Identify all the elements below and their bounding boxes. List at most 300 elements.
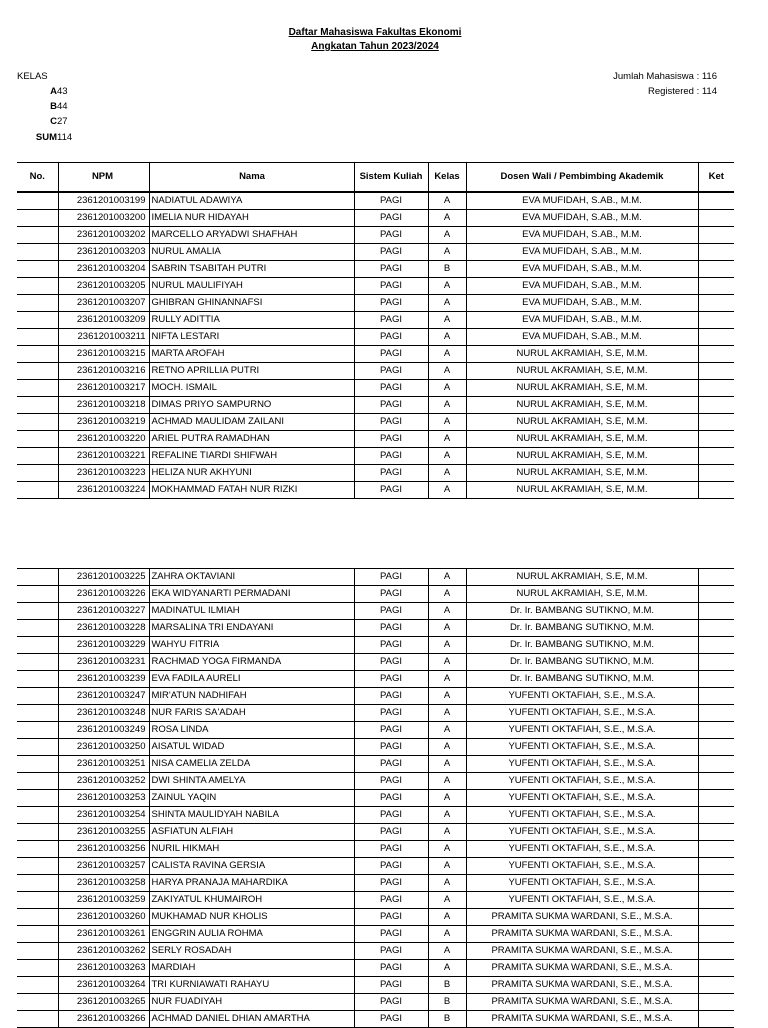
row-ket <box>698 943 734 960</box>
row-ket <box>698 960 734 977</box>
row-kelas: B <box>428 977 466 994</box>
row-kelas: A <box>428 790 466 807</box>
row-npm: 2361201003199 <box>58 192 149 210</box>
row-npm: 2361201003231 <box>58 654 149 671</box>
row-sistem-kuliah: PAGI <box>354 739 428 756</box>
row-sistem-kuliah: PAGI <box>354 807 428 824</box>
row-ket <box>698 244 734 261</box>
row-nama: RETNO APRILLIA PUTRI <box>149 363 354 380</box>
table-row <box>17 620 734 637</box>
row-nama: REFALINE TIARDI SHIFWAH <box>149 448 354 465</box>
row-kelas: A <box>428 739 466 756</box>
row-nama: NURIL HIKMAH <box>149 841 354 858</box>
table-row <box>17 824 734 841</box>
row-ket <box>698 722 734 739</box>
row-no <box>17 858 58 875</box>
row-npm: 2361201003219 <box>58 414 149 431</box>
table-row <box>17 465 734 482</box>
row-kelas: A <box>428 926 466 943</box>
row-nama: ARIEL PUTRA RAMADHAN <box>149 431 354 448</box>
row-npm: 2361201003262 <box>58 943 149 960</box>
row-sistem-kuliah: PAGI <box>354 875 428 892</box>
table-row <box>17 960 734 977</box>
row-no <box>17 295 58 312</box>
col-header-npm: NPM <box>58 163 149 193</box>
row-ket <box>698 380 734 397</box>
col-header-sistem-kuliah: Sistem Kuliah <box>354 163 428 193</box>
document-title: Daftar Mahasiswa Fakultas Ekonomi <box>288 27 462 38</box>
table-row <box>17 858 734 875</box>
kelas-row-sum <box>17 132 72 143</box>
row-dosen-wali: EVA MUFIDAH, S.AB., M.M. <box>466 210 698 227</box>
row-sistem-kuliah: PAGI <box>354 210 428 227</box>
row-dosen-wali: EVA MUFIDAH, S.AB., M.M. <box>466 312 698 329</box>
row-dosen-wali: NURUL AKRAMIAH, S.E, M.M. <box>466 397 698 414</box>
table-row <box>17 312 734 329</box>
row-no <box>17 312 58 329</box>
row-dosen-wali: NURUL AKRAMIAH, S.E, M.M. <box>466 431 698 448</box>
row-sistem-kuliah: PAGI <box>354 722 428 739</box>
kelas-key: B <box>50 101 57 112</box>
row-kelas: A <box>428 688 466 705</box>
row-no <box>17 620 58 637</box>
row-nama: NURUL MAULIFIYAH <box>149 278 354 295</box>
row-kelas: A <box>428 278 466 295</box>
table-row <box>17 688 734 705</box>
row-dosen-wali: PRAMITA SUKMA WARDANI, S.E., M.S.A. <box>466 994 698 1011</box>
row-kelas: A <box>428 858 466 875</box>
kelas-key: A <box>50 86 57 97</box>
row-kelas: A <box>428 841 466 858</box>
row-ket <box>698 858 734 875</box>
row-ket <box>698 278 734 295</box>
row-npm: 2361201003251 <box>58 756 149 773</box>
table-row <box>17 756 734 773</box>
row-nama: CALISTA RAVINA GERSIA <box>149 858 354 875</box>
row-nama: TRI KURNIAWATI RAHAYU <box>149 977 354 994</box>
table-row <box>17 586 734 603</box>
row-kelas: A <box>428 620 466 637</box>
row-dosen-wali: PRAMITA SUKMA WARDANI, S.E., M.S.A. <box>466 1011 698 1028</box>
row-dosen-wali: YUFENTI OKTAFIAH, S.E., M.S.A. <box>466 773 698 790</box>
row-no <box>17 569 58 586</box>
row-ket <box>698 397 734 414</box>
row-sistem-kuliah: PAGI <box>354 977 428 994</box>
row-npm: 2361201003266 <box>58 1011 149 1028</box>
row-kelas: A <box>428 960 466 977</box>
table-row <box>17 346 734 363</box>
row-kelas: B <box>428 1011 466 1028</box>
row-dosen-wali: YUFENTI OKTAFIAH, S.E., M.S.A. <box>466 739 698 756</box>
row-npm: 2361201003203 <box>58 244 149 261</box>
row-sistem-kuliah: PAGI <box>354 295 428 312</box>
row-sistem-kuliah: PAGI <box>354 278 428 295</box>
table-row <box>17 841 734 858</box>
row-dosen-wali: EVA MUFIDAH, S.AB., M.M. <box>466 261 698 278</box>
row-kelas: A <box>428 773 466 790</box>
table-row <box>17 722 734 739</box>
row-nama: EVA FADILA AURELI <box>149 671 354 688</box>
row-dosen-wali: NURUL AKRAMIAH, S.E, M.M. <box>466 465 698 482</box>
row-dosen-wali: PRAMITA SUKMA WARDANI, S.E., M.S.A. <box>466 943 698 960</box>
table-row <box>17 569 734 586</box>
row-ket <box>698 654 734 671</box>
row-dosen-wali: PRAMITA SUKMA WARDANI, S.E., M.S.A. <box>466 909 698 926</box>
row-nama: MIR'ATUN NADHIFAH <box>149 688 354 705</box>
row-dosen-wali: NURUL AKRAMIAH, S.E, M.M. <box>466 569 698 586</box>
row-dosen-wali: YUFENTI OKTAFIAH, S.E., M.S.A. <box>466 756 698 773</box>
row-npm: 2361201003265 <box>58 994 149 1011</box>
row-nama: MADINATUL ILMIAH <box>149 603 354 620</box>
row-no <box>17 773 58 790</box>
row-ket <box>698 790 734 807</box>
row-npm: 2361201003211 <box>58 329 149 346</box>
row-npm: 2361201003216 <box>58 363 149 380</box>
row-ket <box>698 363 734 380</box>
row-nama: ENGGRIN AULIA ROHMA <box>149 926 354 943</box>
row-sistem-kuliah: PAGI <box>354 346 428 363</box>
row-no <box>17 261 58 278</box>
row-no <box>17 892 58 909</box>
row-sistem-kuliah: PAGI <box>354 620 428 637</box>
row-sistem-kuliah: PAGI <box>354 482 428 499</box>
row-sistem-kuliah: PAGI <box>354 569 428 586</box>
row-dosen-wali: YUFENTI OKTAFIAH, S.E., M.S.A. <box>466 790 698 807</box>
row-sistem-kuliah: PAGI <box>354 227 428 244</box>
row-ket <box>698 569 734 586</box>
table-row <box>17 807 734 824</box>
row-nama: RULLY ADITTIA <box>149 312 354 329</box>
table-row <box>17 329 734 346</box>
row-no <box>17 705 58 722</box>
row-nama: ACHMAD MAULIDAM ZAILANI <box>149 414 354 431</box>
row-dosen-wali: Dr. Ir. BAMBANG SUTIKNO, M.M. <box>466 654 698 671</box>
row-sistem-kuliah: PAGI <box>354 773 428 790</box>
registered-count: Registered : 114 <box>647 86 717 97</box>
row-dosen-wali: NURUL AKRAMIAH, S.E, M.M. <box>466 346 698 363</box>
row-no <box>17 994 58 1011</box>
row-no <box>17 824 58 841</box>
row-npm: 2361201003264 <box>58 977 149 994</box>
row-npm: 2361201003258 <box>58 875 149 892</box>
kelas-value: 27 <box>57 116 68 127</box>
table-row <box>17 192 734 210</box>
row-dosen-wali: YUFENTI OKTAFIAH, S.E., M.S.A. <box>466 824 698 841</box>
table-row <box>17 448 734 465</box>
row-kelas: A <box>428 448 466 465</box>
row-kelas: A <box>428 414 466 431</box>
row-ket <box>698 637 734 654</box>
row-no <box>17 688 58 705</box>
row-nama: ZAKIYATUL KHUMAIROH <box>149 892 354 909</box>
table-row <box>17 603 734 620</box>
row-ket <box>698 739 734 756</box>
col-header-no: No. <box>17 163 58 193</box>
row-dosen-wali: NURUL AKRAMIAH, S.E, M.M. <box>466 482 698 499</box>
row-ket <box>698 414 734 431</box>
row-no <box>17 397 58 414</box>
table-row <box>17 482 734 499</box>
row-sistem-kuliah: PAGI <box>354 994 428 1011</box>
row-sistem-kuliah: PAGI <box>354 841 428 858</box>
row-kelas: A <box>428 824 466 841</box>
row-no <box>17 875 58 892</box>
row-ket <box>698 824 734 841</box>
row-sistem-kuliah: PAGI <box>354 824 428 841</box>
row-ket <box>698 346 734 363</box>
row-npm: 2361201003255 <box>58 824 149 841</box>
row-kelas: A <box>428 705 466 722</box>
row-nama: EKA WIDYANARTI PERMADANI <box>149 586 354 603</box>
row-ket <box>698 465 734 482</box>
row-sistem-kuliah: PAGI <box>354 363 428 380</box>
row-nama: MARSALINA TRI ENDAYANI <box>149 620 354 637</box>
col-header-nama: Nama <box>149 163 354 193</box>
row-nama: NUR FUADIYAH <box>149 994 354 1011</box>
table-row <box>17 705 734 722</box>
row-ket <box>698 312 734 329</box>
row-nama: MARTA AROFAH <box>149 346 354 363</box>
row-kelas: A <box>428 671 466 688</box>
row-sistem-kuliah: PAGI <box>354 858 428 875</box>
kelas-row-a <box>17 86 68 97</box>
row-kelas: A <box>428 722 466 739</box>
kelas-row-c <box>17 116 68 127</box>
row-ket <box>698 1011 734 1028</box>
table-row <box>17 414 734 431</box>
row-sistem-kuliah: PAGI <box>354 756 428 773</box>
row-ket <box>698 875 734 892</box>
row-dosen-wali: EVA MUFIDAH, S.AB., M.M. <box>466 329 698 346</box>
row-sistem-kuliah: PAGI <box>354 909 428 926</box>
row-nama: DIMAS PRIYO SAMPURNO <box>149 397 354 414</box>
row-nama: MUKHAMAD NUR KHOLIS <box>149 909 354 926</box>
row-ket <box>698 620 734 637</box>
row-sistem-kuliah: PAGI <box>354 261 428 278</box>
row-npm: 2361201003253 <box>58 790 149 807</box>
table-row <box>17 210 734 227</box>
row-npm: 2361201003205 <box>58 278 149 295</box>
row-ket <box>698 892 734 909</box>
row-sistem-kuliah: PAGI <box>354 397 428 414</box>
table-row <box>17 671 734 688</box>
row-sistem-kuliah: PAGI <box>354 654 428 671</box>
row-npm: 2361201003221 <box>58 448 149 465</box>
row-no <box>17 210 58 227</box>
row-ket <box>698 329 734 346</box>
row-npm: 2361201003261 <box>58 926 149 943</box>
row-sistem-kuliah: PAGI <box>354 465 428 482</box>
row-nama: AISATUL WIDAD <box>149 739 354 756</box>
row-dosen-wali: Dr. Ir. BAMBANG SUTIKNO, M.M. <box>466 603 698 620</box>
row-nama: ROSA LINDA <box>149 722 354 739</box>
row-npm: 2361201003223 <box>58 465 149 482</box>
row-no <box>17 603 58 620</box>
row-npm: 2361201003218 <box>58 397 149 414</box>
row-dosen-wali: PRAMITA SUKMA WARDANI, S.E., M.S.A. <box>466 926 698 943</box>
row-dosen-wali: NURUL AKRAMIAH, S.E, M.M. <box>466 586 698 603</box>
row-nama: MARDIAH <box>149 960 354 977</box>
row-nama: HARYA PRANAJA MAHARDIKA <box>149 875 354 892</box>
student-table-page-1 <box>17 162 734 499</box>
row-no <box>17 739 58 756</box>
row-kelas: A <box>428 210 466 227</box>
row-no <box>17 807 58 824</box>
row-ket <box>698 295 734 312</box>
row-no <box>17 960 58 977</box>
row-no <box>17 192 58 210</box>
row-npm: 2361201003224 <box>58 482 149 499</box>
kelas-key: SUM <box>35 132 57 143</box>
table-row <box>17 244 734 261</box>
row-npm: 2361201003225 <box>58 569 149 586</box>
row-nama: ASFIATUN ALFIAH <box>149 824 354 841</box>
row-npm: 2361201003263 <box>58 960 149 977</box>
row-no <box>17 482 58 499</box>
table-row <box>17 875 734 892</box>
row-no <box>17 1011 58 1028</box>
table-row <box>17 994 734 1011</box>
row-sistem-kuliah: PAGI <box>354 448 428 465</box>
row-kelas: B <box>428 261 466 278</box>
row-no <box>17 943 58 960</box>
row-dosen-wali: YUFENTI OKTAFIAH, S.E., M.S.A. <box>466 688 698 705</box>
row-npm: 2361201003204 <box>58 261 149 278</box>
row-npm: 2361201003200 <box>58 210 149 227</box>
row-no <box>17 244 58 261</box>
row-kelas: A <box>428 465 466 482</box>
row-dosen-wali: EVA MUFIDAH, S.AB., M.M. <box>466 227 698 244</box>
row-nama: WAHYU FITRIA <box>149 637 354 654</box>
row-ket <box>698 210 734 227</box>
row-npm: 2361201003215 <box>58 346 149 363</box>
row-sistem-kuliah: PAGI <box>354 790 428 807</box>
row-ket <box>698 431 734 448</box>
row-nama: MARCELLO ARYADWI SHAFHAH <box>149 227 354 244</box>
row-sistem-kuliah: PAGI <box>354 380 428 397</box>
row-npm: 2361201003228 <box>58 620 149 637</box>
row-sistem-kuliah: PAGI <box>354 586 428 603</box>
row-ket <box>698 227 734 244</box>
row-dosen-wali: Dr. Ir. BAMBANG SUTIKNO, M.M. <box>466 637 698 654</box>
row-sistem-kuliah: PAGI <box>354 603 428 620</box>
row-dosen-wali: NURUL AKRAMIAH, S.E, M.M. <box>466 380 698 397</box>
row-dosen-wali: YUFENTI OKTAFIAH, S.E., M.S.A. <box>466 807 698 824</box>
jumlah-mahasiswa: Jumlah Mahasiswa : 116 <box>613 71 717 82</box>
row-no <box>17 637 58 654</box>
row-dosen-wali: NURUL AKRAMIAH, S.E, M.M. <box>466 414 698 431</box>
table-row <box>17 790 734 807</box>
col-header-dosen-wali: Dosen Wali / Pembimbing Akademik <box>466 163 698 193</box>
row-sistem-kuliah: PAGI <box>354 244 428 261</box>
row-dosen-wali: EVA MUFIDAH, S.AB., M.M. <box>466 244 698 261</box>
row-kelas: A <box>428 397 466 414</box>
row-nama: ZAHRA OKTAVIANI <box>149 569 354 586</box>
row-dosen-wali: PRAMITA SUKMA WARDANI, S.E., M.S.A. <box>466 977 698 994</box>
row-ket <box>698 977 734 994</box>
row-dosen-wali: Dr. Ir. BAMBANG SUTIKNO, M.M. <box>466 671 698 688</box>
student-table-page-2 <box>17 568 734 1028</box>
row-kelas: A <box>428 569 466 586</box>
row-dosen-wali: YUFENTI OKTAFIAH, S.E., M.S.A. <box>466 858 698 875</box>
row-no <box>17 909 58 926</box>
row-dosen-wali: Dr. Ir. BAMBANG SUTIKNO, M.M. <box>466 620 698 637</box>
row-no <box>17 465 58 482</box>
row-dosen-wali: YUFENTI OKTAFIAH, S.E., M.S.A. <box>466 705 698 722</box>
row-sistem-kuliah: PAGI <box>354 671 428 688</box>
row-dosen-wali: PRAMITA SUKMA WARDANI, S.E., M.S.A. <box>466 960 698 977</box>
row-no <box>17 841 58 858</box>
kelas-value: 44 <box>57 101 68 112</box>
col-header-kelas: Kelas <box>428 163 466 193</box>
row-nama: ACHMAD DANIEL DHIAN AMARTHA <box>149 1011 354 1028</box>
row-dosen-wali: YUFENTI OKTAFIAH, S.E., M.S.A. <box>466 841 698 858</box>
row-npm: 2361201003239 <box>58 671 149 688</box>
table-row <box>17 278 734 295</box>
row-nama: SHINTA MAULIDYAH NABILA <box>149 807 354 824</box>
kelas-row-b <box>17 101 68 112</box>
row-kelas: A <box>428 807 466 824</box>
row-kelas: A <box>428 244 466 261</box>
table-row <box>17 363 734 380</box>
row-sistem-kuliah: PAGI <box>354 637 428 654</box>
row-ket <box>698 192 734 210</box>
row-kelas: A <box>428 909 466 926</box>
table-row <box>17 261 734 278</box>
row-no <box>17 586 58 603</box>
row-nama: NIFTA LESTARI <box>149 329 354 346</box>
row-kelas: A <box>428 586 466 603</box>
row-kelas: A <box>428 943 466 960</box>
row-no <box>17 414 58 431</box>
row-nama: SERLY ROSADAH <box>149 943 354 960</box>
row-ket <box>698 261 734 278</box>
row-kelas: A <box>428 312 466 329</box>
row-no <box>17 278 58 295</box>
row-npm: 2361201003250 <box>58 739 149 756</box>
row-sistem-kuliah: PAGI <box>354 960 428 977</box>
table-row <box>17 926 734 943</box>
row-kelas: A <box>428 431 466 448</box>
row-no <box>17 671 58 688</box>
row-sistem-kuliah: PAGI <box>354 705 428 722</box>
row-kelas: A <box>428 654 466 671</box>
row-npm: 2361201003226 <box>58 586 149 603</box>
row-ket <box>698 705 734 722</box>
table-row <box>17 773 734 790</box>
row-npm: 2361201003257 <box>58 858 149 875</box>
row-ket <box>698 448 734 465</box>
row-dosen-wali: EVA MUFIDAH, S.AB., M.M. <box>466 295 698 312</box>
row-nama: NADIATUL ADAWIYA <box>149 192 354 210</box>
row-npm: 2361201003254 <box>58 807 149 824</box>
row-npm: 2361201003259 <box>58 892 149 909</box>
row-no <box>17 227 58 244</box>
row-kelas: A <box>428 637 466 654</box>
row-no <box>17 756 58 773</box>
kelas-value: 43 <box>57 86 68 97</box>
row-kelas: A <box>428 295 466 312</box>
row-npm: 2361201003256 <box>58 841 149 858</box>
row-npm: 2361201003220 <box>58 431 149 448</box>
row-no <box>17 977 58 994</box>
row-ket <box>698 994 734 1011</box>
row-sistem-kuliah: PAGI <box>354 414 428 431</box>
row-no <box>17 329 58 346</box>
table-row <box>17 380 734 397</box>
row-no <box>17 431 58 448</box>
row-sistem-kuliah: PAGI <box>354 431 428 448</box>
